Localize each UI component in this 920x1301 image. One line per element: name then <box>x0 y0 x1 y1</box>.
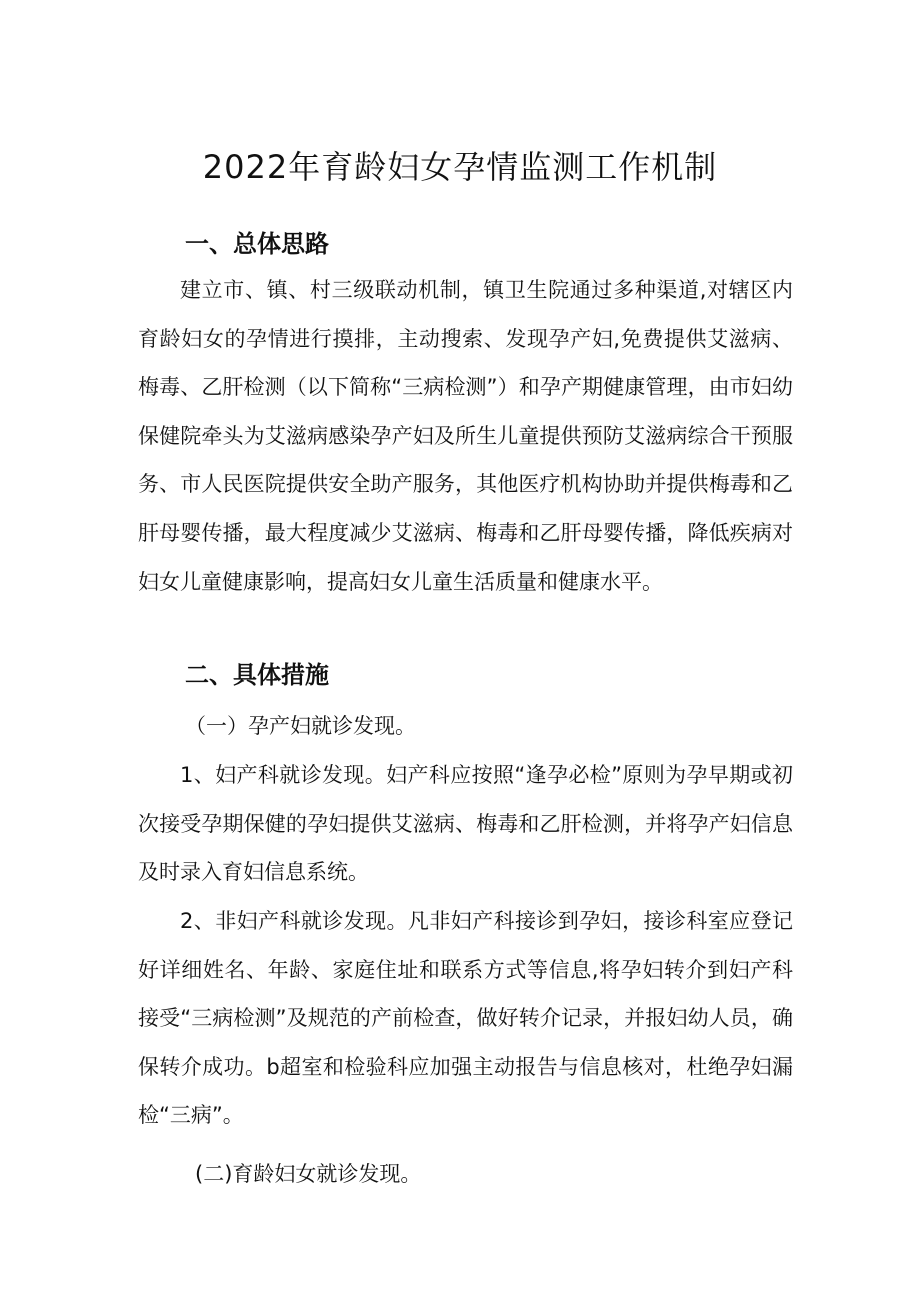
subsection-pregnant-women-discovery: （一）孕产妇就诊发现。 <box>185 714 416 738</box>
subsection-childbearing-women-discovery: (二)育龄妇女就诊发现。 <box>195 1162 422 1186</box>
section-heading-specific-measures: 二、具体措施 <box>185 661 329 689</box>
section-heading-overall-approach: 一、总体思路 <box>185 230 329 258</box>
overall-approach-paragraph: 建立市、镇、村三级联动机制，镇卫生院通过多种渠道,对辖区内育龄妇女的孕情进行摸排，主动搜索、发现孕产妇,免费提供艾滋病、梅毒、乙肝检测（以下简称“三病检测”）和孕产期健康管理，由市妇幼保健院牵头为艾滋病感染孕产妇及所生儿童提供预防艾滋病综合干预服务、市人民医院提供安全助产服务，其他医疗机构协助并提供梅毒和乙肝母婴传播，最大程度减少艾滋病、梅毒和乙肝母婴传播，降低疾病对妇女儿童健康影响，提高妇女儿童生活质量和健康水平。 <box>138 278 793 594</box>
item-obstetrics-discovery: 1、妇产科就诊发现。妇产科应按照“逢孕必检”原则为孕早期或初次接受孕期保健的孕妇提供艾滋病、梅毒和乙肝检测，并将孕产妇信息及时录入育妇信息系统。 <box>138 763 793 885</box>
document-title: 2022年育龄妇女孕情监测工作机制 <box>202 148 718 186</box>
item-non-obstetrics-discovery: 2、非妇产科就诊发现。凡非妇产科接诊到孕妇，接诊科室应登记好详细姓名、年龄、家庭住址和联系方式等信息,将孕妇转介到妇产科接受“三病检测”及规范的产前检查，做好转介记录，并报妇幼人员，确保转介成功。b超室和检验科应加强主动报告与信息核对，杜绝孕妇漏检“三病”。 <box>138 909 793 1128</box>
